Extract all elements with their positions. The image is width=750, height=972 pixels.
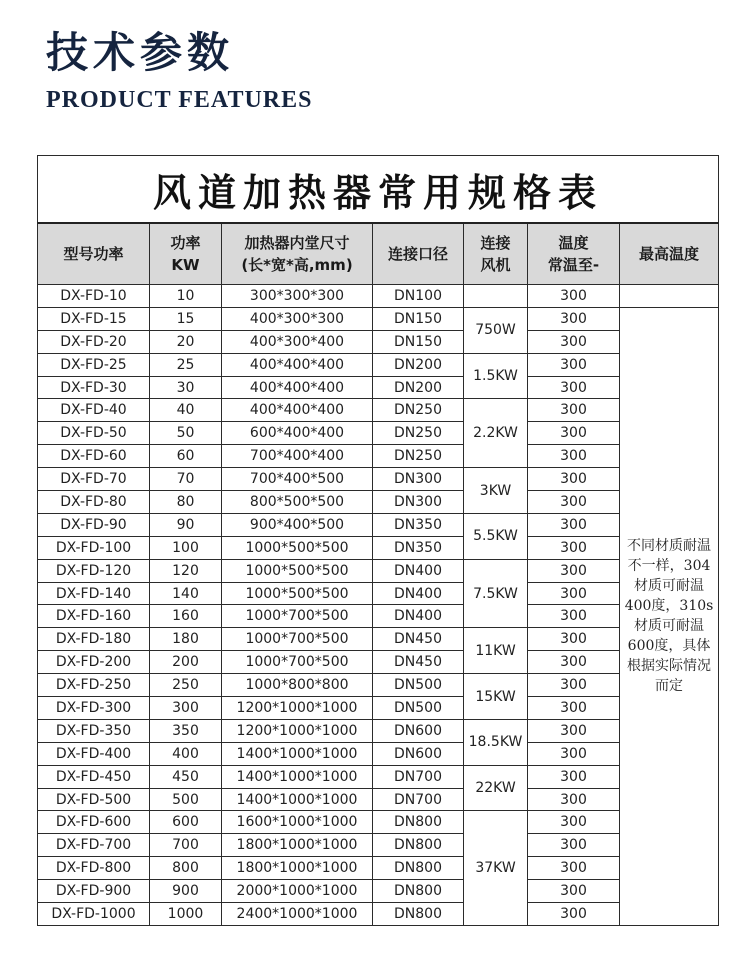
table-row xyxy=(38,651,719,674)
size-cell: 400*400*400 xyxy=(222,399,373,422)
port-cell: DN250 xyxy=(373,399,464,422)
port-cell: DN450 xyxy=(373,628,464,651)
temp-cell: 300 xyxy=(528,674,620,697)
size-cell: 1000*800*800 xyxy=(222,674,373,697)
size-cell: 2400*1000*1000 xyxy=(222,903,373,926)
port-cell: DN500 xyxy=(373,674,464,697)
temp-cell: 300 xyxy=(528,559,620,582)
model-cell: DX-FD-1000 xyxy=(38,903,150,926)
spec-table xyxy=(37,155,719,926)
port-cell: DN700 xyxy=(373,765,464,788)
column-header xyxy=(38,223,150,285)
model-cell: DX-FD-600 xyxy=(38,811,150,834)
table-row xyxy=(38,880,719,903)
table-row xyxy=(38,834,719,857)
page-subtitle: PRODUCT FEATURES xyxy=(46,87,313,113)
model-cell: DX-FD-100 xyxy=(38,536,150,559)
column-header-line: KW xyxy=(171,256,200,274)
temp-cell: 300 xyxy=(528,605,620,628)
table-row xyxy=(38,719,719,742)
fan-cell: 5.5KW xyxy=(464,513,528,559)
fan-cell: 22KW xyxy=(464,765,528,811)
power-cell: 10 xyxy=(150,285,222,308)
port-cell: DN800 xyxy=(373,880,464,903)
size-cell: 1600*1000*1000 xyxy=(222,811,373,834)
temp-cell: 300 xyxy=(528,582,620,605)
model-cell: DX-FD-90 xyxy=(38,513,150,536)
size-cell: 700*400*400 xyxy=(222,445,373,468)
fan-cell: 7.5KW xyxy=(464,559,528,628)
temp-cell: 300 xyxy=(528,765,620,788)
port-cell: DN300 xyxy=(373,491,464,514)
temp-cell: 300 xyxy=(528,513,620,536)
size-cell: 1000*700*500 xyxy=(222,628,373,651)
column-header xyxy=(464,223,528,285)
fan-cell: 3KW xyxy=(464,468,528,514)
fan-cell: 37KW xyxy=(464,811,528,925)
table-caption: 风道加热器常用规格表 xyxy=(38,156,719,224)
temp-cell: 300 xyxy=(528,697,620,720)
model-cell: DX-FD-30 xyxy=(38,376,150,399)
column-header-line: (长*宽*高,mm) xyxy=(241,256,353,274)
port-cell: DN350 xyxy=(373,536,464,559)
column-header-line: 加热器内堂尺寸 xyxy=(244,234,350,252)
port-cell: DN500 xyxy=(373,697,464,720)
temp-cell: 300 xyxy=(528,628,620,651)
column-header-line: 连接口径 xyxy=(387,245,448,263)
port-cell: DN350 xyxy=(373,513,464,536)
temp-cell: 300 xyxy=(528,536,620,559)
size-cell: 1200*1000*1000 xyxy=(222,719,373,742)
temp-cell: 300 xyxy=(528,788,620,811)
port-cell: DN600 xyxy=(373,719,464,742)
column-header xyxy=(620,223,719,285)
port-cell: DN400 xyxy=(373,605,464,628)
column-header-line: 常温至- xyxy=(547,256,600,274)
temp-cell: 300 xyxy=(528,834,620,857)
temp-cell: 300 xyxy=(528,880,620,903)
power-cell: 180 xyxy=(150,628,222,651)
port-cell: DN400 xyxy=(373,559,464,582)
size-cell: 1000*500*500 xyxy=(222,582,373,605)
model-cell: DX-FD-400 xyxy=(38,742,150,765)
table-row xyxy=(38,285,719,308)
power-cell: 40 xyxy=(150,399,222,422)
port-cell: DN100 xyxy=(373,285,464,308)
table-row xyxy=(38,330,719,353)
size-cell: 900*400*500 xyxy=(222,513,373,536)
size-cell: 400*300*300 xyxy=(222,307,373,330)
power-cell: 80 xyxy=(150,491,222,514)
port-cell: DN250 xyxy=(373,445,464,468)
power-cell: 450 xyxy=(150,765,222,788)
temp-cell: 300 xyxy=(528,719,620,742)
port-cell: DN800 xyxy=(373,811,464,834)
temp-cell: 300 xyxy=(528,491,620,514)
power-cell: 90 xyxy=(150,513,222,536)
column-header xyxy=(222,223,373,285)
port-cell: DN200 xyxy=(373,376,464,399)
column-header-line: 功率 xyxy=(170,234,201,252)
table-row xyxy=(38,376,719,399)
model-cell: DX-FD-120 xyxy=(38,559,150,582)
model-cell: DX-FD-500 xyxy=(38,788,150,811)
table-row xyxy=(38,605,719,628)
column-header-line: 连接 xyxy=(480,234,511,252)
power-cell: 50 xyxy=(150,422,222,445)
model-cell: DX-FD-250 xyxy=(38,674,150,697)
model-cell: DX-FD-350 xyxy=(38,719,150,742)
port-cell: DN700 xyxy=(373,788,464,811)
table-row xyxy=(38,582,719,605)
model-cell: DX-FD-10 xyxy=(38,285,150,308)
model-cell: DX-FD-50 xyxy=(38,422,150,445)
size-cell: 1000*500*500 xyxy=(222,536,373,559)
power-cell: 70 xyxy=(150,468,222,491)
size-cell: 1000*700*500 xyxy=(222,651,373,674)
size-cell: 1800*1000*1000 xyxy=(222,857,373,880)
temp-cell: 300 xyxy=(528,903,620,926)
power-cell: 25 xyxy=(150,353,222,376)
page-title: 技术参数 xyxy=(46,28,235,77)
temp-cell: 300 xyxy=(528,422,620,445)
power-cell: 200 xyxy=(150,651,222,674)
table-row xyxy=(38,788,719,811)
temp-cell: 300 xyxy=(528,445,620,468)
size-cell: 1000*500*500 xyxy=(222,559,373,582)
table-body xyxy=(38,285,719,926)
power-cell: 500 xyxy=(150,788,222,811)
power-cell: 15 xyxy=(150,307,222,330)
size-cell: 1400*1000*1000 xyxy=(222,765,373,788)
size-cell: 400*400*400 xyxy=(222,376,373,399)
fan-cell: 2.2KW xyxy=(464,399,528,468)
port-cell: DN150 xyxy=(373,307,464,330)
port-cell: DN300 xyxy=(373,468,464,491)
table-row xyxy=(38,857,719,880)
size-cell: 700*400*500 xyxy=(222,468,373,491)
model-cell: DX-FD-70 xyxy=(38,468,150,491)
temp-cell: 300 xyxy=(528,307,620,330)
model-cell: DX-FD-40 xyxy=(38,399,150,422)
fan-cell: 11KW xyxy=(464,628,528,674)
table-row xyxy=(38,353,719,376)
power-cell: 800 xyxy=(150,857,222,880)
power-cell: 160 xyxy=(150,605,222,628)
column-header xyxy=(373,223,464,285)
table-row xyxy=(38,491,719,514)
power-cell: 350 xyxy=(150,719,222,742)
model-cell: DX-FD-900 xyxy=(38,880,150,903)
temp-cell: 300 xyxy=(528,742,620,765)
power-cell: 100 xyxy=(150,536,222,559)
port-cell: DN450 xyxy=(373,651,464,674)
max-temp-note: 不同材质耐温不一样，304材质可耐温400度，310s材质可耐温600度，具体根据实际情况而定 xyxy=(620,307,719,925)
table-row xyxy=(38,307,719,330)
temp-cell: 300 xyxy=(528,468,620,491)
table-header-row xyxy=(38,223,719,285)
table-row xyxy=(38,445,719,468)
temp-cell: 300 xyxy=(528,651,620,674)
table-row xyxy=(38,399,719,422)
column-header-line: 温度 xyxy=(558,234,589,252)
table-row xyxy=(38,765,719,788)
model-cell: DX-FD-25 xyxy=(38,353,150,376)
size-cell: 2000*1000*1000 xyxy=(222,880,373,903)
size-cell: 1000*700*500 xyxy=(222,605,373,628)
temp-cell: 300 xyxy=(528,811,620,834)
port-cell: DN200 xyxy=(373,353,464,376)
table-row xyxy=(38,422,719,445)
power-cell: 250 xyxy=(150,674,222,697)
temp-cell: 300 xyxy=(528,376,620,399)
table-row xyxy=(38,628,719,651)
max-temp-cell-empty xyxy=(620,285,719,308)
column-header-line: 风机 xyxy=(480,256,511,274)
power-cell: 700 xyxy=(150,834,222,857)
model-cell: DX-FD-80 xyxy=(38,491,150,514)
size-cell: 600*400*400 xyxy=(222,422,373,445)
table-row xyxy=(38,811,719,834)
table-row xyxy=(38,468,719,491)
power-cell: 120 xyxy=(150,559,222,582)
size-cell: 1200*1000*1000 xyxy=(222,697,373,720)
column-header xyxy=(150,223,222,285)
port-cell: DN800 xyxy=(373,857,464,880)
size-cell: 300*300*300 xyxy=(222,285,373,308)
power-cell: 300 xyxy=(150,697,222,720)
size-cell: 1400*1000*1000 xyxy=(222,742,373,765)
port-cell: DN600 xyxy=(373,742,464,765)
temp-cell: 300 xyxy=(528,285,620,308)
model-cell: DX-FD-200 xyxy=(38,651,150,674)
table-row xyxy=(38,559,719,582)
fan-cell xyxy=(464,285,528,308)
model-cell: DX-FD-15 xyxy=(38,307,150,330)
power-cell: 600 xyxy=(150,811,222,834)
fan-cell: 1.5KW xyxy=(464,353,528,399)
column-header xyxy=(528,223,620,285)
temp-cell: 300 xyxy=(528,857,620,880)
power-cell: 20 xyxy=(150,330,222,353)
power-cell: 140 xyxy=(150,582,222,605)
table-row xyxy=(38,697,719,720)
model-cell: DX-FD-20 xyxy=(38,330,150,353)
port-cell: DN800 xyxy=(373,903,464,926)
model-cell: DX-FD-60 xyxy=(38,445,150,468)
table-row xyxy=(38,742,719,765)
port-cell: DN150 xyxy=(373,330,464,353)
model-cell: DX-FD-180 xyxy=(38,628,150,651)
power-cell: 1000 xyxy=(150,903,222,926)
temp-cell: 300 xyxy=(528,399,620,422)
column-header-line: 最高温度 xyxy=(639,245,700,263)
power-cell: 60 xyxy=(150,445,222,468)
size-cell: 1400*1000*1000 xyxy=(222,788,373,811)
model-cell: DX-FD-300 xyxy=(38,697,150,720)
fan-cell: 750W xyxy=(464,307,528,353)
model-cell: DX-FD-140 xyxy=(38,582,150,605)
port-cell: DN250 xyxy=(373,422,464,445)
table-row xyxy=(38,903,719,926)
column-header-line: 型号功率 xyxy=(63,245,124,263)
fan-cell: 15KW xyxy=(464,674,528,720)
model-cell: DX-FD-160 xyxy=(38,605,150,628)
model-cell: DX-FD-800 xyxy=(38,857,150,880)
power-cell: 30 xyxy=(150,376,222,399)
size-cell: 1800*1000*1000 xyxy=(222,834,373,857)
temp-cell: 300 xyxy=(528,353,620,376)
size-cell: 800*500*500 xyxy=(222,491,373,514)
port-cell: DN800 xyxy=(373,834,464,857)
size-cell: 400*300*400 xyxy=(222,330,373,353)
table-row xyxy=(38,536,719,559)
table-caption-row xyxy=(38,156,719,224)
port-cell: DN400 xyxy=(373,582,464,605)
temp-cell: 300 xyxy=(528,330,620,353)
table-row xyxy=(38,674,719,697)
model-cell: DX-FD-700 xyxy=(38,834,150,857)
table-row xyxy=(38,513,719,536)
power-cell: 400 xyxy=(150,742,222,765)
power-cell: 900 xyxy=(150,880,222,903)
size-cell: 400*400*400 xyxy=(222,353,373,376)
model-cell: DX-FD-450 xyxy=(38,765,150,788)
fan-cell: 18.5KW xyxy=(464,719,528,765)
